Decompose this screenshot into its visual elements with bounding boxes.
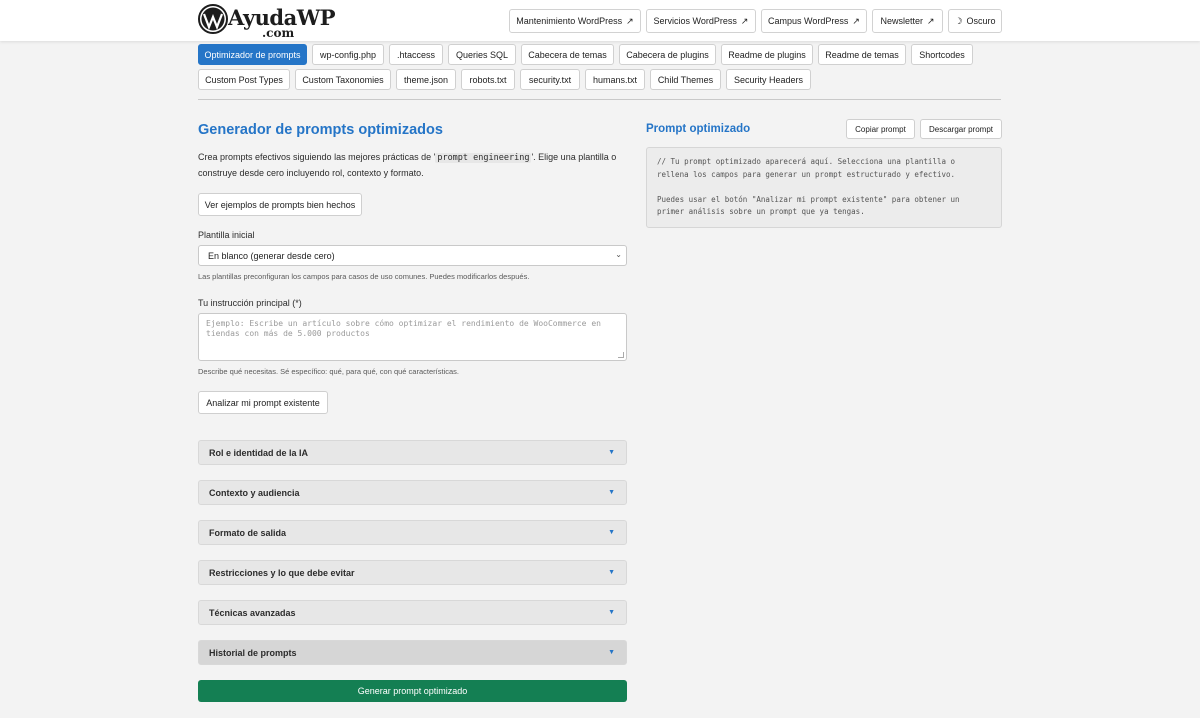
output-placeholder-1: // Tu prompt optimizado aparecerá aquí. Selecciona una plantilla o rellena los campos para generar un prompt estructurado y efectivo. <box>657 157 956 179</box>
tab-optimizador-prompts[interactable]: Optimizador de prompts <box>198 44 307 65</box>
site-logo[interactable] <box>198 4 336 40</box>
prompt-output[interactable] <box>646 147 1002 228</box>
instruction-textarea[interactable] <box>198 313 627 361</box>
section-title: Historial de prompts <box>209 647 297 658</box>
section-title: Formato de salida <box>209 527 287 538</box>
tab-cabecera-plugins[interactable]: Cabecera de plugins <box>619 44 716 65</box>
template-help: Las plantillas preconfiguran los campos para casos de uso comunes. Puedes modificarlos después. <box>198 272 530 281</box>
expand-arrow-icon: ▼ <box>608 609 615 616</box>
logo-text: AyudaWP <box>228 5 336 30</box>
template-label: Plantilla inicial <box>198 230 255 240</box>
section-restricciones[interactable] <box>198 560 627 585</box>
section-formato-salida[interactable] <box>198 520 627 545</box>
download-prompt-button[interactable]: Descargar prompt <box>920 119 1002 139</box>
expand-arrow-icon: ▼ <box>608 529 615 536</box>
generate-prompt-button[interactable]: Generar prompt optimizado <box>198 680 627 702</box>
view-examples-button[interactable]: Ver ejemplos de prompts bien hechos <box>198 193 362 216</box>
instruction-help: Describe qué necesitas. Sé específico: qué, para qué, con qué características. <box>198 367 459 376</box>
intro-code: prompt engineering <box>437 153 530 163</box>
expand-arrow-icon: ▼ <box>608 449 615 456</box>
tab-wp-config[interactable]: wp-config.php <box>312 44 384 65</box>
intro-text-start: Crea prompts efectivos siguiendo las mejores prácticas de ' <box>198 152 436 162</box>
tab-cabecera-temas[interactable]: Cabecera de temas <box>521 44 614 65</box>
moon-icon: ☽ <box>954 15 963 26</box>
tab-readme-plugins[interactable]: Readme de plugins <box>721 44 813 65</box>
template-select[interactable] <box>198 245 627 266</box>
page-title: Generador de prompts optimizados <box>198 122 443 138</box>
tab-custom-taxonomies[interactable]: Custom Taxonomies <box>295 69 391 90</box>
section-contexto-audiencia[interactable] <box>198 480 627 505</box>
nav-label: Campus WordPress <box>768 16 849 26</box>
intro-text <box>198 150 628 181</box>
external-link-icon: ↗ <box>626 15 634 26</box>
dark-mode-label: Oscuro <box>966 16 996 26</box>
chevron-down-icon: ⌄ <box>615 250 622 259</box>
output-placeholder-2: Puedes usar el botón "Analizar mi prompt existente" para obtener un primer análisis sobre un prompt que ya tengas. <box>657 194 960 216</box>
tab-child-themes[interactable]: Child Themes <box>650 69 721 90</box>
external-link-icon: ↗ <box>740 15 749 26</box>
dark-mode-toggle[interactable] <box>948 9 1002 33</box>
section-title: Rol e identidad de la IA <box>209 447 309 458</box>
section-tecnicas-avanzadas[interactable] <box>198 600 627 625</box>
external-link-icon: ↗ <box>926 15 935 26</box>
template-select-value: En blanco (generar desde cero) <box>208 250 335 261</box>
section-title: Restricciones y lo que debe evitar <box>209 567 355 578</box>
expand-arrow-icon: ▼ <box>608 569 615 576</box>
analyze-prompt-button[interactable]: Analizar mi prompt existente <box>198 391 328 414</box>
tab-queries-sql[interactable]: Queries SQL <box>448 44 516 65</box>
nav-mantenimiento-button[interactable] <box>509 9 641 33</box>
tab-security-txt[interactable]: security.txt <box>520 69 580 90</box>
tabs-divider <box>198 99 1001 100</box>
nav-label: Newsletter <box>880 16 923 26</box>
tab-readme-temas[interactable]: Readme de temas <box>818 44 906 65</box>
section-rol-identidad[interactable] <box>198 440 627 465</box>
external-link-icon: ↗ <box>852 15 860 26</box>
nav-label: Mantenimiento WordPress <box>516 16 623 26</box>
nav-newsletter-button[interactable] <box>872 9 943 33</box>
section-historial-prompts[interactable] <box>198 640 627 665</box>
tab-htaccess[interactable]: .htaccess <box>389 44 443 65</box>
site-header <box>0 0 1200 41</box>
tab-custom-post-types[interactable]: Custom Post Types <box>198 69 290 90</box>
tab-shortcodes[interactable]: Shortcodes <box>911 44 973 65</box>
tab-humans-txt[interactable]: humans.txt <box>585 69 645 90</box>
section-title: Contexto y audiencia <box>209 487 300 498</box>
tab-security-headers[interactable]: Security Headers <box>726 69 811 90</box>
copy-prompt-button[interactable]: Copiar prompt <box>846 119 915 139</box>
instruction-label: Tu instrucción principal (*) <box>198 298 302 308</box>
nav-campus-button[interactable] <box>761 9 867 33</box>
output-title: Prompt optimizado <box>646 123 751 135</box>
resize-handle-icon[interactable] <box>618 352 624 358</box>
intro-text-end: '. Elige una plantilla o construye desde cero incluyendo rol, contexto y formato. <box>198 152 617 178</box>
nav-label: Servicios WordPress <box>653 16 737 26</box>
wordpress-logo-icon <box>198 4 228 34</box>
expand-arrow-icon: ▼ <box>608 649 615 656</box>
expand-arrow-icon: ▼ <box>608 489 615 496</box>
nav-servicios-button[interactable] <box>646 9 756 33</box>
section-title: Técnicas avanzadas <box>209 607 296 618</box>
logo-tld: .com <box>262 26 295 40</box>
instruction-placeholder: Ejemplo: Escribe un artículo sobre cómo optimizar el rendimiento de WooCommerce en tiendas con más de 5.000 productos <box>206 319 601 338</box>
tab-robots-txt[interactable]: robots.txt <box>461 69 515 90</box>
tab-theme-json[interactable]: theme.json <box>396 69 456 90</box>
